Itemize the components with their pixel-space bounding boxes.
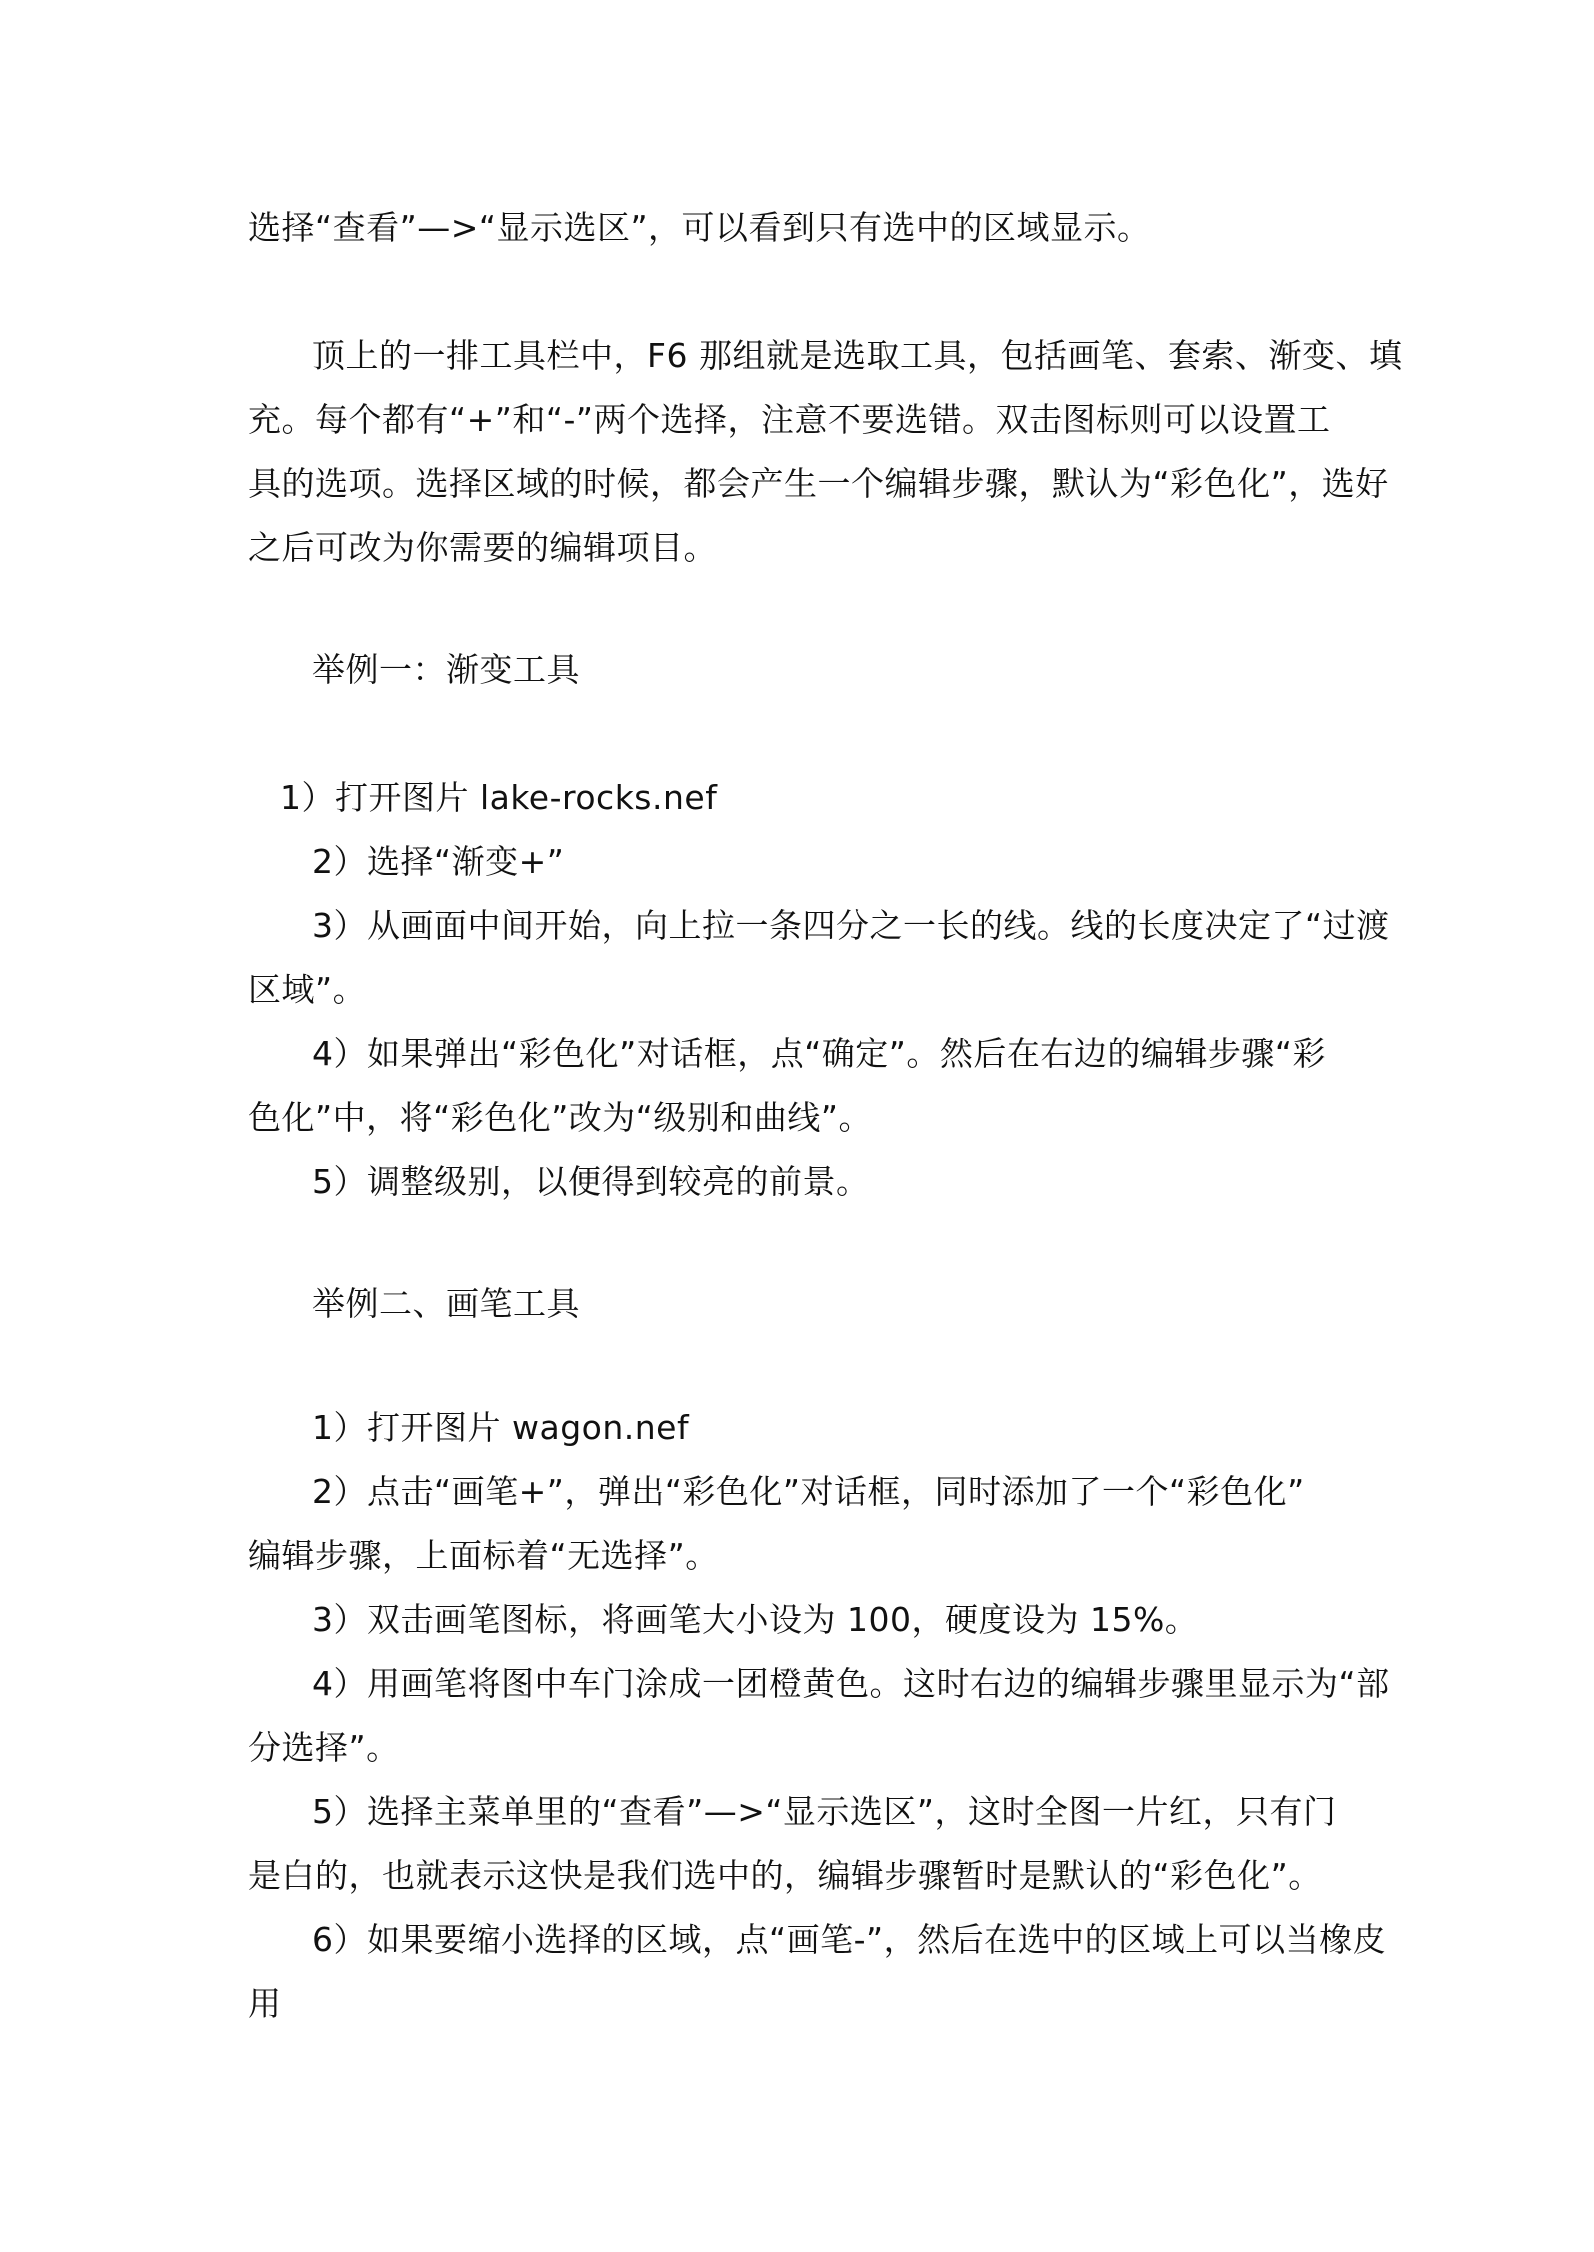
toolbar-para-line-2: 充。每个都有“+”和“-”两个选择，注意不要选错。双击图标则可以设置工	[248, 400, 1331, 439]
toolbar-para-line-1: 顶上的一排工具栏中，F6 那组就是选取工具，包括画笔、套索、渐变、填	[312, 336, 1403, 375]
toolbar-para-line-3: 具的选项。选择区域的时候，都会产生一个编辑步骤，默认为“彩色化”，选好	[248, 464, 1389, 503]
example2-step5-line2: 是白的，也就表示这快是我们选中的，编辑步骤暂时是默认的“彩色化”。	[248, 1856, 1322, 1895]
example1-step4-line1: 4）如果弹出“彩色化”对话框，点“确定”。然后在右边的编辑步骤“彩	[312, 1034, 1326, 1073]
example1-title: 举例一：渐变工具	[312, 650, 580, 689]
example1-step1: 1）打开图片 lake-rocks.nef	[280, 778, 718, 817]
example1-step5: 5）调整级别，以便得到较亮的前景。	[312, 1162, 870, 1201]
example2-step4-line1: 4）用画笔将图中车门涂成一团橙黄色。这时右边的编辑步骤里显示为“部	[312, 1664, 1390, 1703]
example2-step6-line1: 6）如果要缩小选择的区域，点“画笔-”，然后在选中的区域上可以当橡皮	[312, 1920, 1387, 1959]
example2-step3: 3）双击画笔图标，将画笔大小设为 100，硬度设为 15%。	[312, 1600, 1199, 1639]
example2-step2-line2: 编辑步骤，上面标着“无选择”。	[248, 1536, 719, 1575]
toolbar-para-line-4: 之后可改为你需要的编辑项目。	[248, 528, 717, 567]
example2-step4-line2: 分选择”。	[248, 1728, 400, 1767]
example2-step2-line1: 2）点击“画笔+”，弹出“彩色化”对话框，同时添加了一个“彩色化”	[312, 1472, 1305, 1511]
example2-step6-line2: 用	[248, 1984, 282, 2023]
example2-step5-line1: 5）选择主菜单里的“查看”—>“显示选区”，这时全图一片红，只有门	[312, 1792, 1337, 1831]
example2-title: 举例二、画笔工具	[312, 1284, 580, 1323]
example2-step1: 1）打开图片 wagon.nef	[312, 1408, 690, 1447]
example1-step3-line1: 3）从画面中间开始，向上拉一条四分之一长的线。线的长度决定了“过渡	[312, 906, 1390, 945]
example1-step2: 2）选择“渐变+”	[312, 842, 565, 881]
example1-step3-line2: 区域”。	[248, 970, 367, 1009]
intro-line-1: 选择“查看”—>“显示选区”，可以看到只有选中的区域显示。	[248, 208, 1151, 247]
example1-step4-line2: 色化”中，将“彩色化”改为“级别和曲线”。	[248, 1098, 872, 1137]
